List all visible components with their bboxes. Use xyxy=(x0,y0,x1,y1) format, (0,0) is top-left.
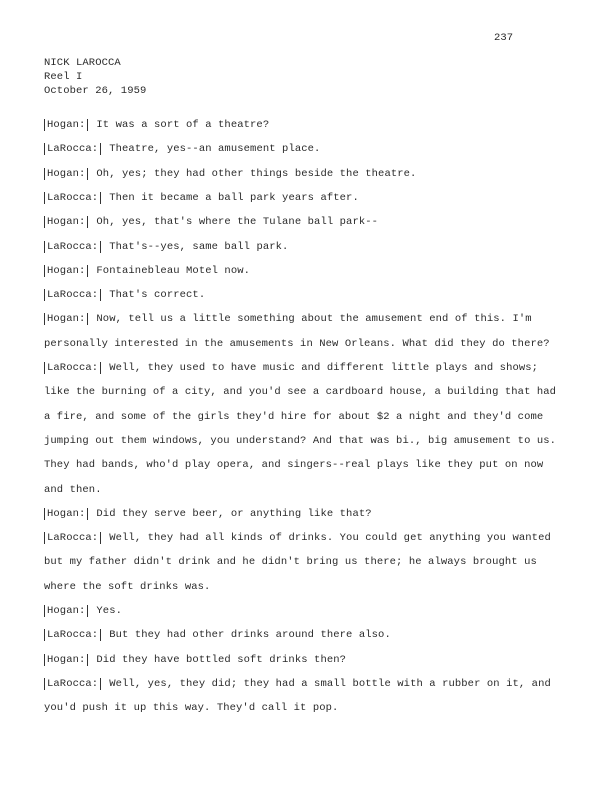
dialogue-entry xyxy=(44,653,346,667)
dialogue-continuation: personally interested in the amusements in New Orleans. What did they do there? xyxy=(44,337,550,350)
dialogue-text: Well, yes, they did; they had a small bottle with a rubber on it, and xyxy=(109,677,551,690)
speaker-label: Hogan: xyxy=(44,119,88,131)
speaker-label: Hogan: xyxy=(44,605,88,617)
dialogue-continuation: but my father didn't drink and he didn't bring us there; he always brought us xyxy=(44,556,537,569)
dialogue-entry xyxy=(44,288,205,302)
speaker-label: Hogan: xyxy=(44,508,88,520)
speaker-label: LaRocca: xyxy=(44,678,101,690)
speaker-label: LaRocca: xyxy=(44,241,101,253)
dialogue-continuation: a fire, and some of the girls they'd hire for about $2 a night and they'd come xyxy=(44,410,544,423)
dialogue-entry xyxy=(44,142,320,156)
dialogue-text: Well, they had all kinds of drinks. You could get anything you wanted xyxy=(109,532,551,545)
dialogue-entry xyxy=(44,167,416,181)
dialogue-text: It was a sort of a theatre? xyxy=(96,119,270,131)
dialogue-text: Yes. xyxy=(96,605,123,617)
dialogue-entry xyxy=(44,531,551,545)
dialogue-text: Did they serve beer, or anything like that? xyxy=(96,507,372,520)
dialogue-entry xyxy=(44,507,372,521)
speaker-label: LaRocca: xyxy=(44,362,101,374)
dialogue-entry xyxy=(44,604,122,618)
dialogue-continuation: like the burning of a city, and you'd see a cardboard house, a building that had xyxy=(44,386,557,399)
dialogue-text: Now, tell us a little something about the amusement end of this. I'm xyxy=(96,313,532,326)
dialogue-entry xyxy=(44,628,391,642)
dialogue-entry xyxy=(44,240,288,254)
dialogue-text: But they had other drinks around there also. xyxy=(109,629,391,642)
dialogue-entry xyxy=(44,312,532,326)
dialogue-text: Fontainebleau Motel now. xyxy=(96,264,251,277)
transcript-header xyxy=(44,56,146,98)
speaker-label: Hogan: xyxy=(44,654,88,666)
dialogue-entry xyxy=(44,361,538,375)
speaker-label: Hogan: xyxy=(44,265,88,277)
speaker-label: Hogan: xyxy=(44,168,88,180)
page-number: 237 xyxy=(494,32,514,44)
interview-date: October 26, 1959 xyxy=(44,85,147,97)
speaker-label: Hogan: xyxy=(44,313,88,325)
speaker-label: Hogan: xyxy=(44,216,88,228)
dialogue-text: Oh, yes, that's where the Tulane ball park-- xyxy=(96,216,379,229)
dialogue-continuation: They had bands, who'd play opera, and singers--real plays like they put on now xyxy=(44,459,544,472)
dialogue-text: Then it became a ball park years after. xyxy=(109,191,359,204)
dialogue-entry xyxy=(44,118,269,132)
dialogue-continuation: and then. xyxy=(44,483,102,496)
speaker-label: LaRocca: xyxy=(44,629,101,641)
speaker-label: LaRocca: xyxy=(44,289,101,301)
dialogue-text: That's--yes, same ball park. xyxy=(109,240,289,253)
dialogue-text: Oh, yes; they had other things beside the theatre. xyxy=(96,167,417,180)
dialogue-text: Well, they used to have music and different little plays and shows; xyxy=(109,362,539,374)
reel-label: Reel I xyxy=(44,71,83,83)
speaker-label: LaRocca: xyxy=(44,192,101,204)
speaker-label: LaRocca: xyxy=(44,532,101,544)
dialogue-entry xyxy=(44,677,551,691)
interviewee-name: NICK LAROCCA xyxy=(44,57,121,69)
dialogue-continuation: jumping out them windows, you understand? And that was bi., big amusement to us. xyxy=(44,434,557,447)
dialogue-text: That's correct. xyxy=(109,289,206,302)
dialogue-continuation: where the soft drinks was. xyxy=(44,580,211,593)
dialogue-entry xyxy=(44,191,359,205)
dialogue-text: Did they have bottled soft drinks then? xyxy=(96,653,347,666)
dialogue-entry xyxy=(44,215,378,229)
dialogue-entry xyxy=(44,264,250,278)
speaker-label: LaRocca: xyxy=(44,143,101,155)
dialogue-continuation: you'd push it up this way. They'd call it pop. xyxy=(44,702,339,715)
dialogue-text: Theatre, yes--an amusement place. xyxy=(109,143,321,156)
